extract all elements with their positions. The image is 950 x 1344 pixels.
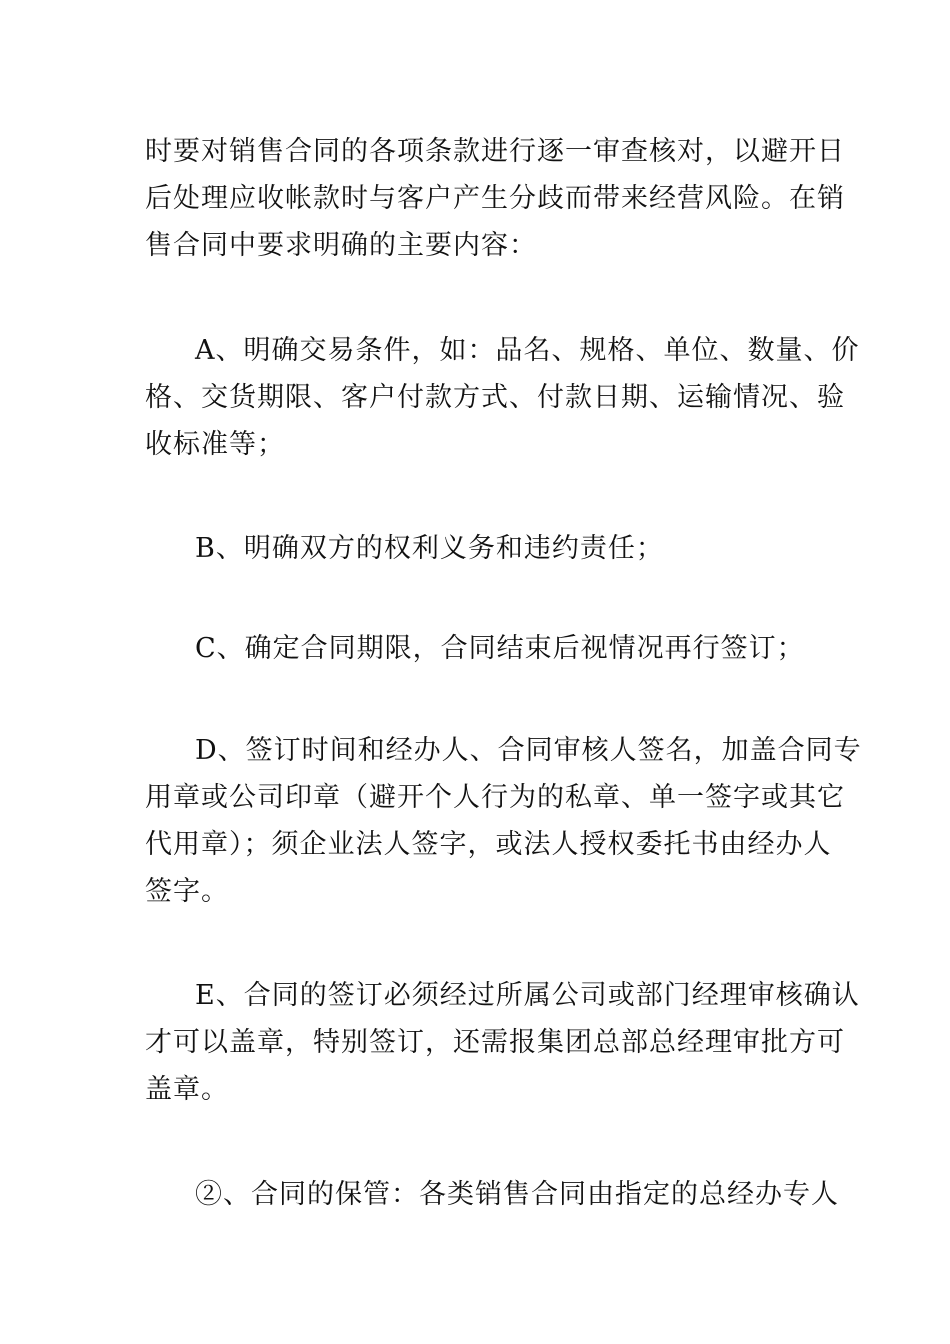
section-2-line: ②、合同的保管：各类销售合同由指定的总经办专人	[195, 1179, 839, 1210]
list-item-e-line: 才可以盖章，特别签订，还需报集团总部总经理审批方可	[145, 1027, 845, 1058]
paragraph-line: 后处理应收帐款时与客户产生分歧而带来经营风险。在销	[145, 183, 845, 214]
list-item-d-line: 用章或公司印章（避开个人行为的私章、单一签字或其它	[145, 782, 845, 813]
paragraph-line: 时要对销售合同的各项条款进行逐一审查核对，以避开日	[145, 136, 845, 167]
list-item-a-line: 格、交货期限、客户付款方式、付款日期、运输情况、验	[145, 382, 845, 413]
list-item-d-line: 代用章）；须企业法人签字，或法人授权委托书由经办人	[145, 829, 832, 860]
paragraph-line: 售合同中要求明确的主要内容：	[145, 230, 537, 261]
list-item-e-line: 盖章。	[145, 1074, 229, 1105]
list-item-c: C、确定合同期限，合同结束后视情况再行签订；	[195, 633, 805, 664]
list-item-b: B、明确双方的权利义务和违约责任；	[195, 533, 664, 564]
list-item-a-line: A、明确交易条件，如：品名、规格、单位、数量、价	[195, 335, 860, 366]
list-item-d-line: 签字。	[145, 876, 229, 907]
list-item-e-line: E、合同的签订必须经过所属公司或部门经理审核确认	[195, 980, 860, 1011]
list-item-d-line: D、签订时间和经办人、合同审核人签名，加盖合同专	[195, 735, 862, 766]
list-item-a-line: 收标准等；	[145, 429, 285, 460]
